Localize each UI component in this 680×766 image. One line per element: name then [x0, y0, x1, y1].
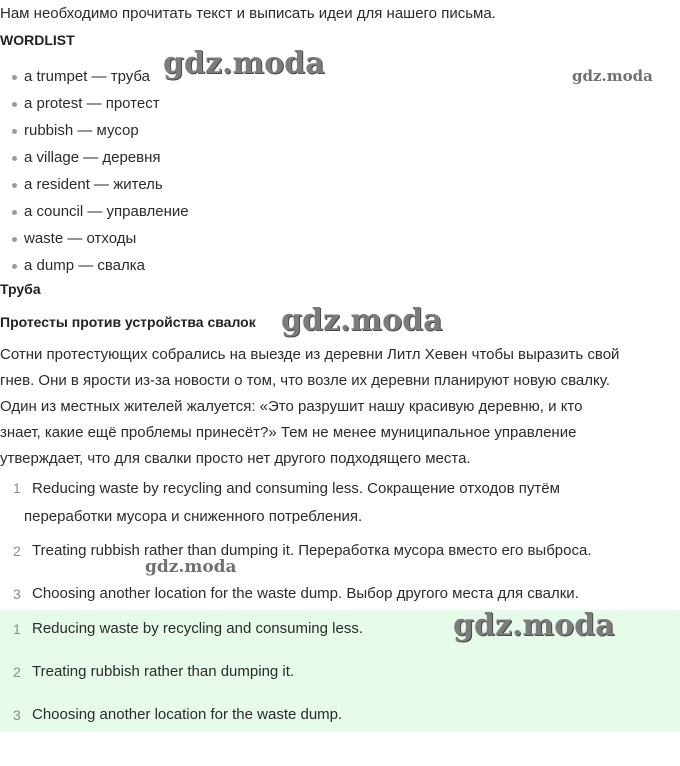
translated-item: Choosing another location for the waste dump. Выбор другого места для свалки. — [32, 585, 579, 602]
article-headline: Протесты против устройства свалок — [0, 314, 256, 330]
list-item: a council — управление — [0, 199, 189, 226]
wordlist-heading: WORDLIST — [0, 32, 75, 48]
item-number: 3 — [13, 707, 21, 723]
bullet-icon — [12, 156, 17, 161]
list-item: a resident — житель — [0, 172, 189, 199]
watermark: gdz.moda — [572, 67, 653, 85]
list-item: waste — отходы — [0, 226, 189, 253]
item-number: 1 — [13, 621, 21, 637]
article-line: Сотни протестующих собрались на выезде из деревни Литл Хевен чтобы выразить свой — [0, 346, 620, 363]
bullet-icon — [12, 129, 17, 134]
translated-item: Treating rubbish rather than dumping it. Переработка мусора вместо его выброса. — [32, 542, 592, 559]
translated-item: Reducing waste by recycling and consuming less. Сокращение отходов путём — [32, 480, 560, 497]
bullet-icon — [12, 75, 17, 80]
bullet-icon — [12, 264, 17, 269]
wordlist — [0, 64, 189, 280]
answer-item: Choosing another location for the waste dump. — [32, 706, 343, 723]
list-item: a protest — протест — [0, 91, 189, 118]
article-body — [0, 342, 680, 472]
article-line: гнев. Они в ярости из-за новости о том, что возле их деревни планируют новую свалку. — [0, 372, 610, 389]
article-line: Один из местных жителей жалуется: «Это разрушит нашу красивую деревню, и кто — [0, 398, 583, 415]
bullet-icon — [12, 210, 17, 215]
article-line: утверждает, что для свалки просто нет другого подходящего места. — [0, 450, 471, 467]
item-number: 2 — [13, 664, 21, 680]
list-item: a dump — свалка — [0, 253, 189, 280]
watermark: gdz.moda — [281, 303, 443, 338]
article-label: Труба — [0, 281, 41, 297]
item-number: 3 — [13, 586, 21, 602]
intro-text: Нам необходимо прочитать текст и выписать идеи для нашего письма. — [0, 5, 496, 22]
answer-item: Treating rubbish rather than dumping it. — [32, 663, 295, 680]
bullet-icon — [12, 183, 17, 188]
translated-item-continuation: переработки мусора и сниженного потребления. — [24, 508, 363, 525]
item-number: 1 — [13, 480, 21, 496]
list-item: a trumpet — труба — [0, 64, 189, 91]
article-line: знает, какие ещё проблемы принесёт?» Тем не менее муниципальное управление — [0, 424, 577, 441]
list-item: a village — деревня — [0, 145, 189, 172]
watermark: gdz.moda — [453, 608, 615, 643]
watermark: gdz.moda — [145, 557, 237, 577]
list-item: rubbish — мусор — [0, 118, 189, 145]
watermark: gdz.moda — [163, 46, 325, 81]
answer-item: Reducing waste by recycling and consuming less. — [32, 620, 364, 637]
bullet-icon — [12, 102, 17, 107]
bullet-icon — [12, 237, 17, 242]
item-number: 2 — [13, 543, 21, 559]
